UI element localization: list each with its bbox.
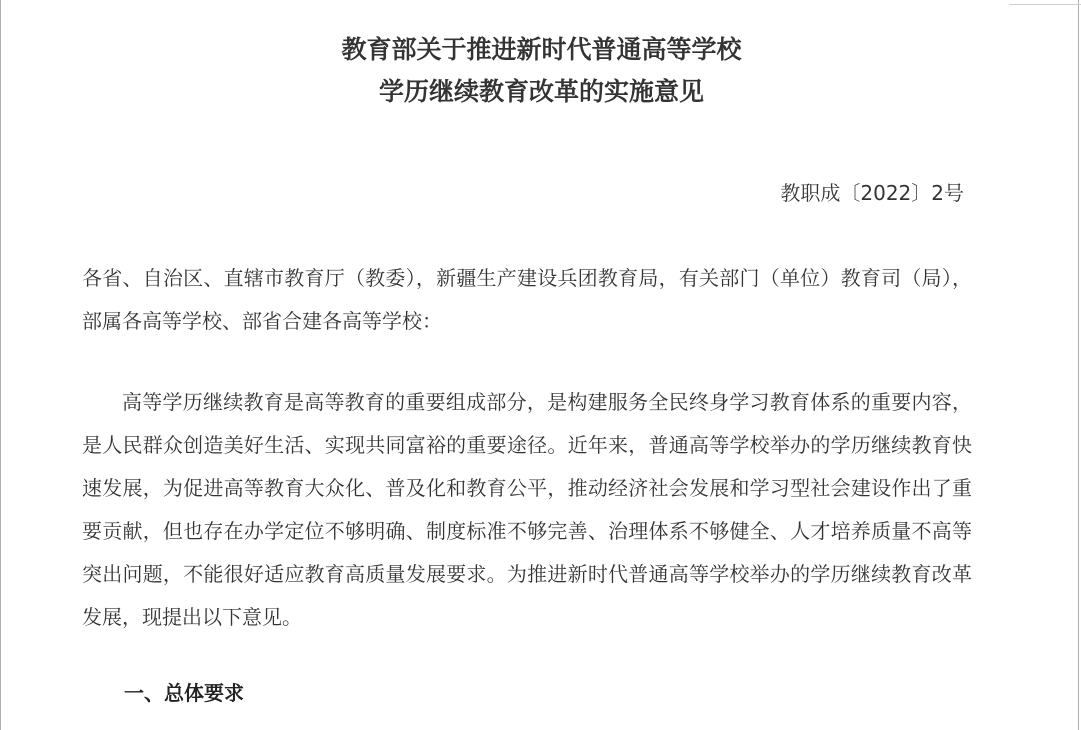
document-title-line-1: 教育部关于推进新时代普通高等学校 (341, 35, 742, 64)
addressee-paragraph: 各省、自治区、直辖市教育厅（教委），新疆生产建设兵团教育局，有关部门（单位）教育司（局），部属各高等学校、部省合建各高等学校： (82, 266, 972, 333)
section-heading: 一、总体要求 (124, 681, 244, 705)
body-paragraph: 高等学历继续教育是高等教育的重要组成部分，是构建服务全民终身学习教育体系的重要内容，是人民群众创造美好生活、实现共同富裕的重要途径。近年来，普通高等学校举办的学历继续教育快速发展，为促进高等教育大众化、普及化和教育公平，推动经济社会发展和学习型社会建设作出了重要贡献，但也存在办学定位不够明确、制度标准不够完善、治理体系不够健全、人才培养质量不高等突出问题，不能很好适应教育高质量发展要求。为推进新时代普通高等学校举办的学历继续教育改革发展，现提出以下意见。 (82, 390, 972, 629)
top-divider (1009, 0, 1081, 5)
document-title-line-2: 学历继续教育改革的实施意见 (378, 77, 704, 106)
document-number: 教职成〔2022〕2号 (780, 181, 964, 205)
